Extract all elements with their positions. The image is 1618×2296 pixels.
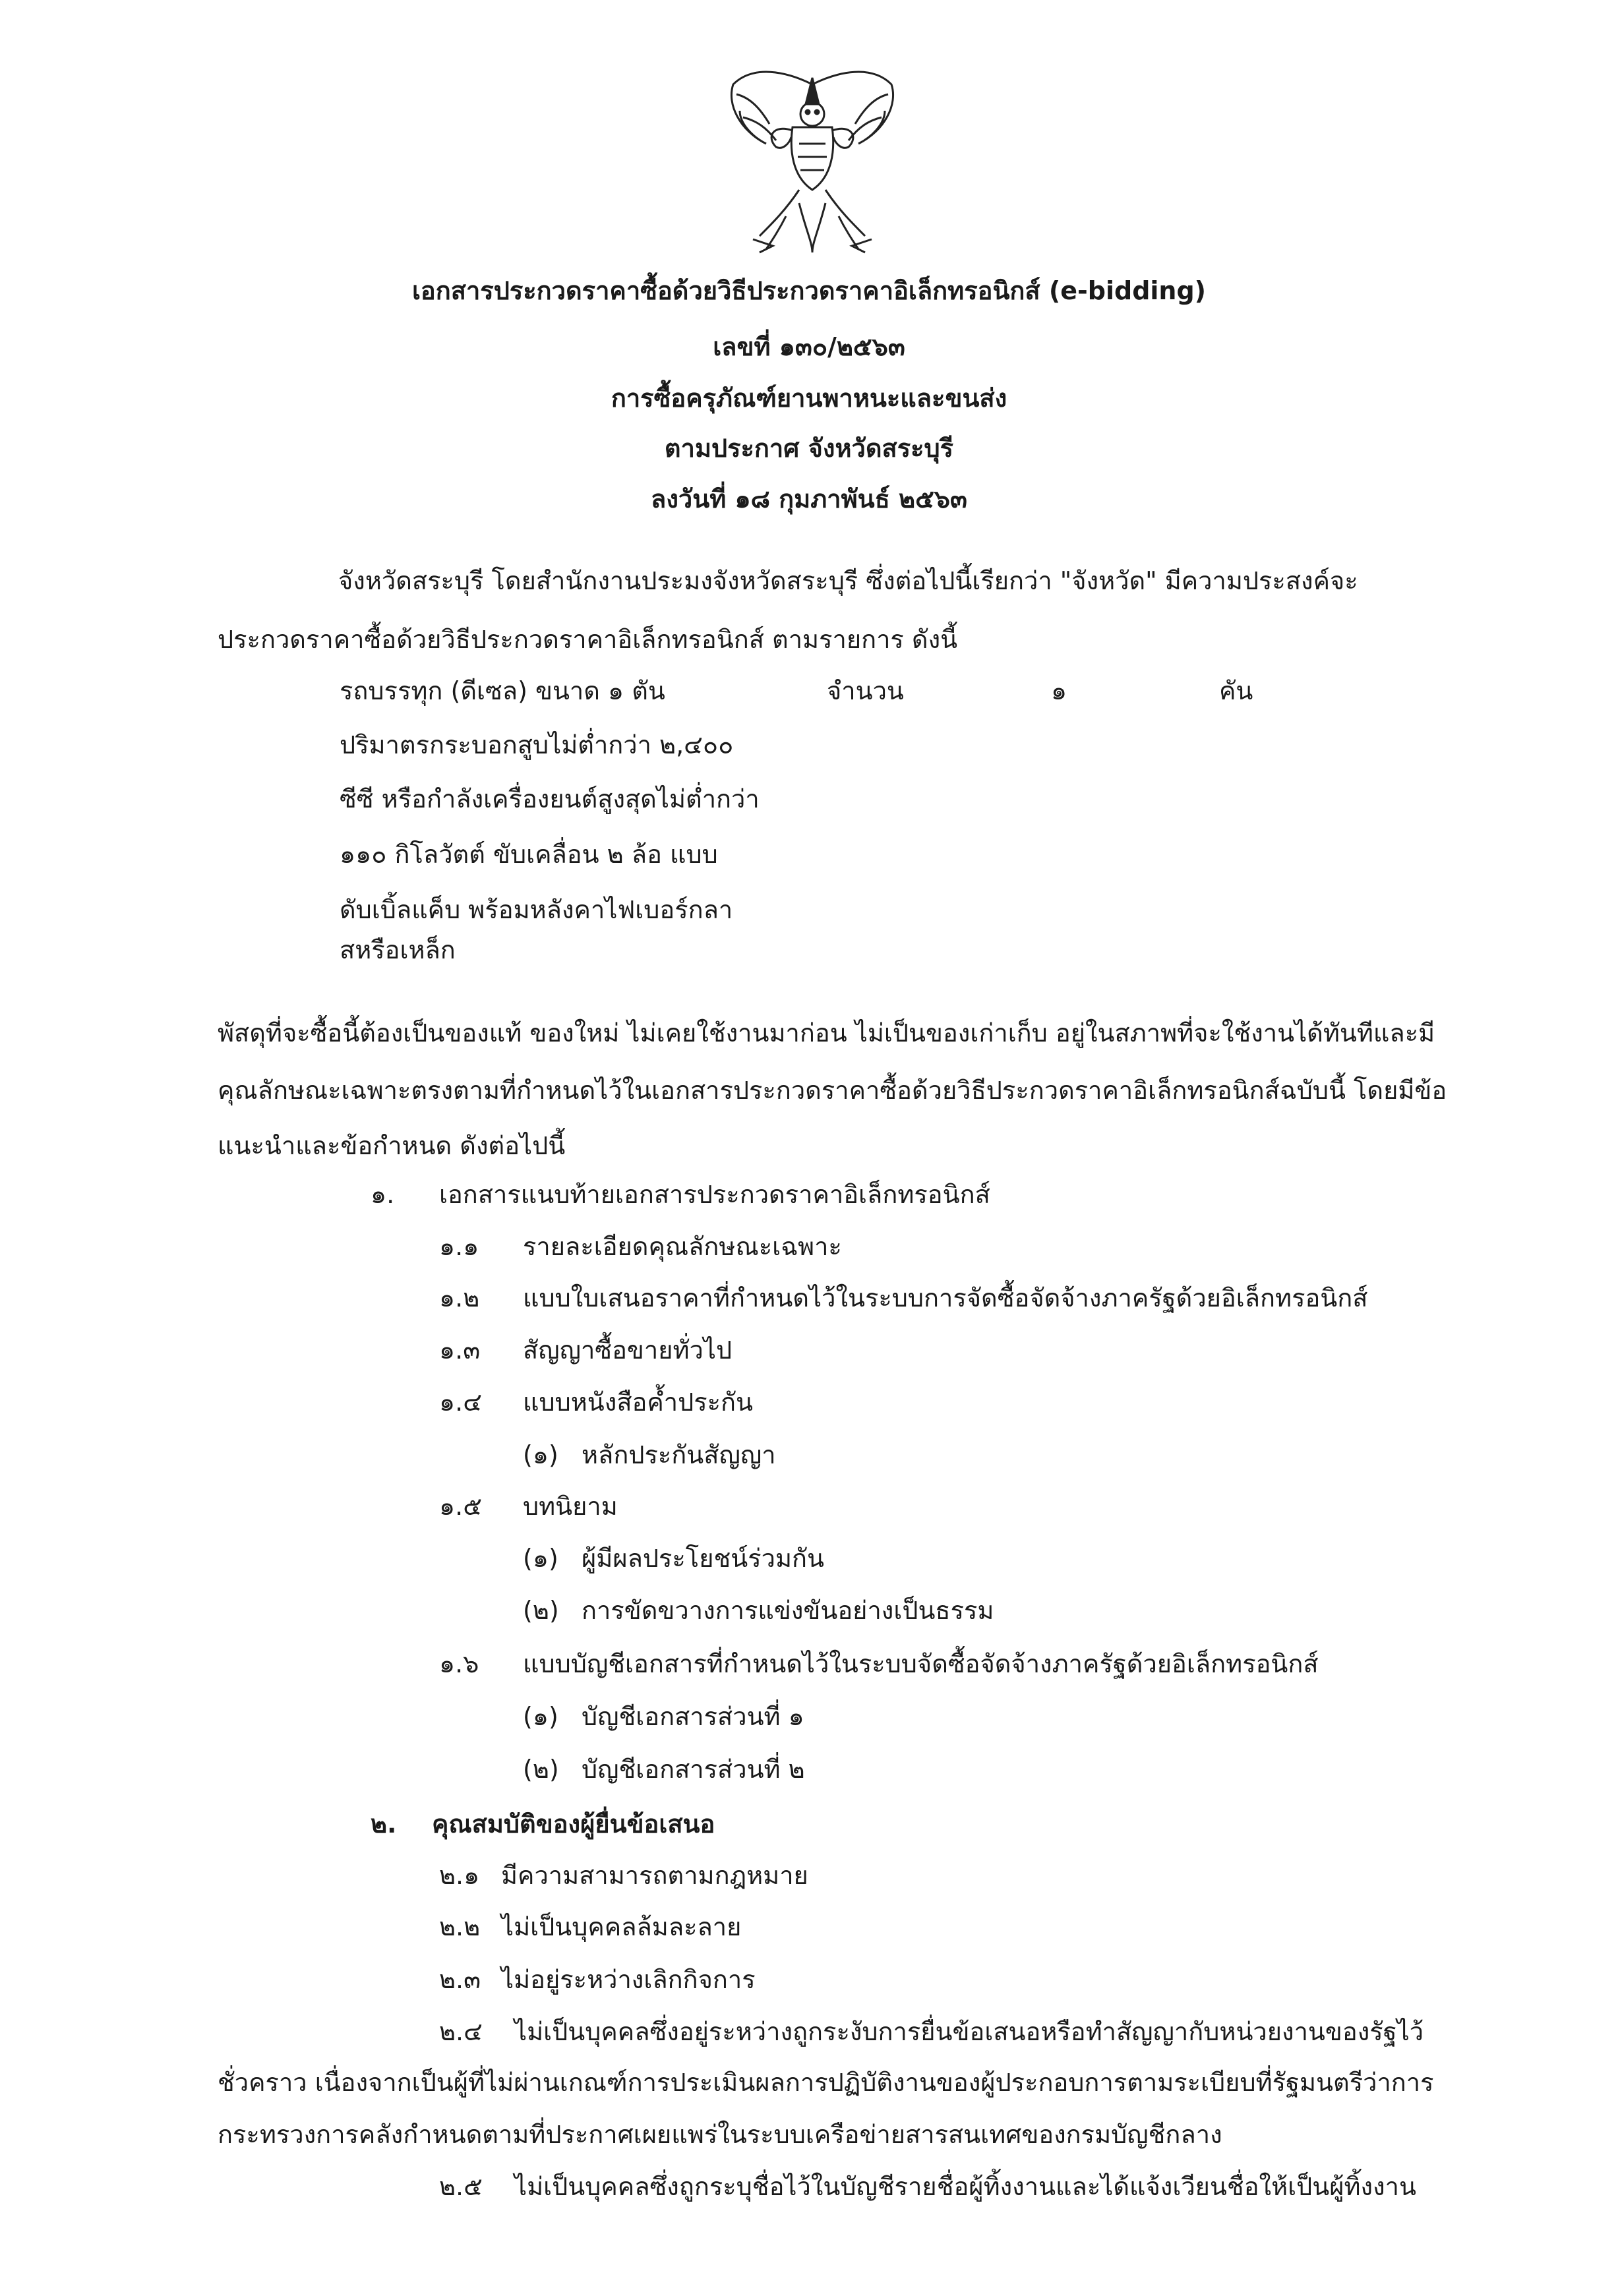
section1-item-number: ๑.๖	[439, 1649, 479, 1678]
intro-line-1: จังหวัดสระบุรี โดยสำนักงานประมงจังหวัดสระบุรี ซึ่งต่อไปนี้เรียกว่า "จังหวัด" มีความประสงค์จะ	[338, 566, 1358, 595]
item-desc-line: ดับเบิ้ลแค็บ พร้อมหลังคาไฟเบอร์กลา	[340, 895, 733, 924]
garuda-emblem-icon	[713, 58, 911, 257]
section2-item-number: ๒.๑	[439, 1861, 480, 1890]
document-number: เลขที่ ๑๓๐/๒๕๖๓	[713, 332, 905, 361]
section2-item-number: ๒.๒	[439, 1912, 481, 1941]
section2-item-text: ไม่เป็นบุคคลล้มละลาย	[501, 1912, 742, 1941]
item-desc-line: สหรือเหล็ก	[340, 935, 456, 964]
section1-item-number: ๑.๔	[439, 1388, 482, 1417]
section2-item-text: ไม่เป็นบุคคลซึ่งอยู่ระหว่างถูกระงับการยื่นข้อเสนอหรือทำสัญญากับหน่วยงานของรัฐไว้	[514, 2017, 1424, 2046]
section1-subitem-number: (๑)	[523, 1544, 558, 1573]
section1-item-number: ๑.๓	[439, 1336, 481, 1365]
section2-title: คุณสมบัติของผู้ยื่นข้อเสนอ	[432, 1810, 715, 1839]
section1-title: เอกสารแนบท้ายเอกสารประกวดราคาอิเล็กทรอนิกส์	[439, 1180, 990, 1209]
section1-subitem-text: หลักประกันสัญญา	[582, 1440, 776, 1469]
item-desc-line: ๑๑๐ กิโลวัตต์ ขับเคลื่อน ๒ ล้อ แบบ	[340, 840, 718, 869]
section1-subitem-number: (๑)	[523, 1702, 558, 1731]
item-unit: คัน	[1219, 676, 1253, 705]
section2-item-continuation: กระทรวงการคลังกำหนดตามที่ประกาศเผยแพร่ในระบบเครือข่ายสารสนเทศของกรมบัญชีกลาง	[218, 2120, 1222, 2149]
para2-line: คุณลักษณะเฉพาะตรงตามที่กำหนดไว้ในเอกสารประกวดราคาซื้อด้วยวิธีประกวดราคาอิเล็กทรอนิกส์ฉบับนี้ โดยมีข้อ	[218, 1076, 1447, 1105]
intro-line-2: ประกวดราคาซื้อด้วยวิธีประกวดราคาอิเล็กทรอนิกส์ ตามรายการ ดังนี้	[218, 625, 958, 654]
section1-item-text: แบบบัญชีเอกสารที่กำหนดไว้ในระบบจัดซื้อจัดจ้างภาครัฐด้วยอิเล็กทรอนิกส์	[523, 1649, 1319, 1678]
item-desc-line: รถบรรทุก (ดีเซล) ขนาด ๑ ตัน	[340, 676, 665, 705]
document-subject: การซื้อครุภัณฑ์ยานพาหนะและขนส่ง	[611, 384, 1007, 413]
section2-item-number: ๒.๓	[439, 1965, 481, 1994]
section1-item-number: ๑.๕	[439, 1492, 482, 1521]
section2-item-text: ไม่เป็นบุคคลซึ่งถูกระบุชื่อไว้ในบัญชีรายชื่อผู้ทิ้งงานและได้แจ้งเวียนชื่อให้เป็นผู้ทิ้งงาน	[514, 2172, 1416, 2201]
section2-item-number: ๒.๔	[439, 2017, 483, 2046]
document-title: เอกสารประกวดราคาซื้อด้วยวิธีประกวดราคาอิเล็กทรอนิกส์ (e-bidding)	[411, 276, 1207, 305]
section1-item-text: สัญญาซื้อขายทั่วไป	[523, 1336, 733, 1365]
section2-item-text: มีความสามารถตามกฎหมาย	[501, 1861, 808, 1890]
para2-line: แนะนำและข้อกำหนด ดังต่อไปนี้	[218, 1131, 566, 1160]
section1-item-text: รายละเอียดคุณลักษณะเฉพาะ	[523, 1232, 842, 1261]
section1-item-text: แบบใบเสนอราคาที่กำหนดไว้ในระบบการจัดซื้อจัดจ้างภาครัฐด้วยอิเล็กทรอนิกส์	[523, 1283, 1368, 1312]
section1-subitem-text: บัญชีเอกสารส่วนที่ ๑	[582, 1702, 804, 1731]
section2-item-continuation: ชั่วคราว เนื่องจากเป็นผู้ที่ไม่ผ่านเกณฑ์การประเมินผลการปฏิบัติงานของผู้ประกอบการตามระเบียบที่รัฐมนตรีว่าการ	[218, 2068, 1434, 2097]
section1-item-number: ๑.๒	[439, 1283, 480, 1312]
section1-subitem-text: การขัดขวางการแข่งขันอย่างเป็นธรรม	[582, 1596, 994, 1625]
item-qty-label: จำนวน	[827, 676, 904, 705]
section1-item-text: แบบหนังสือค้ำประกัน	[523, 1388, 754, 1417]
section1-subitem-number: (๒)	[523, 1755, 559, 1784]
section2-item-text: ไม่อยู่ระหว่างเลิกกิจการ	[501, 1965, 756, 1994]
item-desc-line: ปริมาตรกระบอกสูบไม่ต่ำกว่า ๒,๔๐๐	[340, 730, 734, 759]
document-date: ลงวันที่ ๑๘ กุมภาพันธ์ ๒๕๖๓	[651, 485, 967, 514]
section1-subitem-number: (๑)	[523, 1440, 558, 1469]
item-qty: ๑	[1051, 676, 1067, 705]
section2-number: ๒.	[371, 1810, 397, 1839]
section1-item-text: บทนิยาม	[523, 1492, 618, 1521]
section1-subitem-number: (๒)	[523, 1596, 559, 1625]
para2-line: พัสดุที่จะซื้อนี้ต้องเป็นของแท้ ของใหม่ ไม่เคยใช้งานมาก่อน ไม่เป็นของเก่าเก็บ อยู่ในสภาพที่จะใช้งานได้ทันทีและมี	[218, 1018, 1435, 1047]
section1-number: ๑.	[371, 1180, 395, 1209]
section1-subitem-text: บัญชีเอกสารส่วนที่ ๒	[582, 1755, 805, 1784]
section2-item-number: ๒.๕	[439, 2172, 483, 2201]
section1-subitem-text: ผู้มีผลประโยชน์ร่วมกัน	[582, 1544, 825, 1573]
section1-item-number: ๑.๑	[439, 1232, 479, 1261]
item-desc-line: ซีซี หรือกำลังเครื่องยนต์สูงสุดไม่ต่ำกว่า	[340, 784, 760, 813]
announcement-line: ตามประกาศ จังหวัดสระบุรี	[664, 434, 954, 463]
